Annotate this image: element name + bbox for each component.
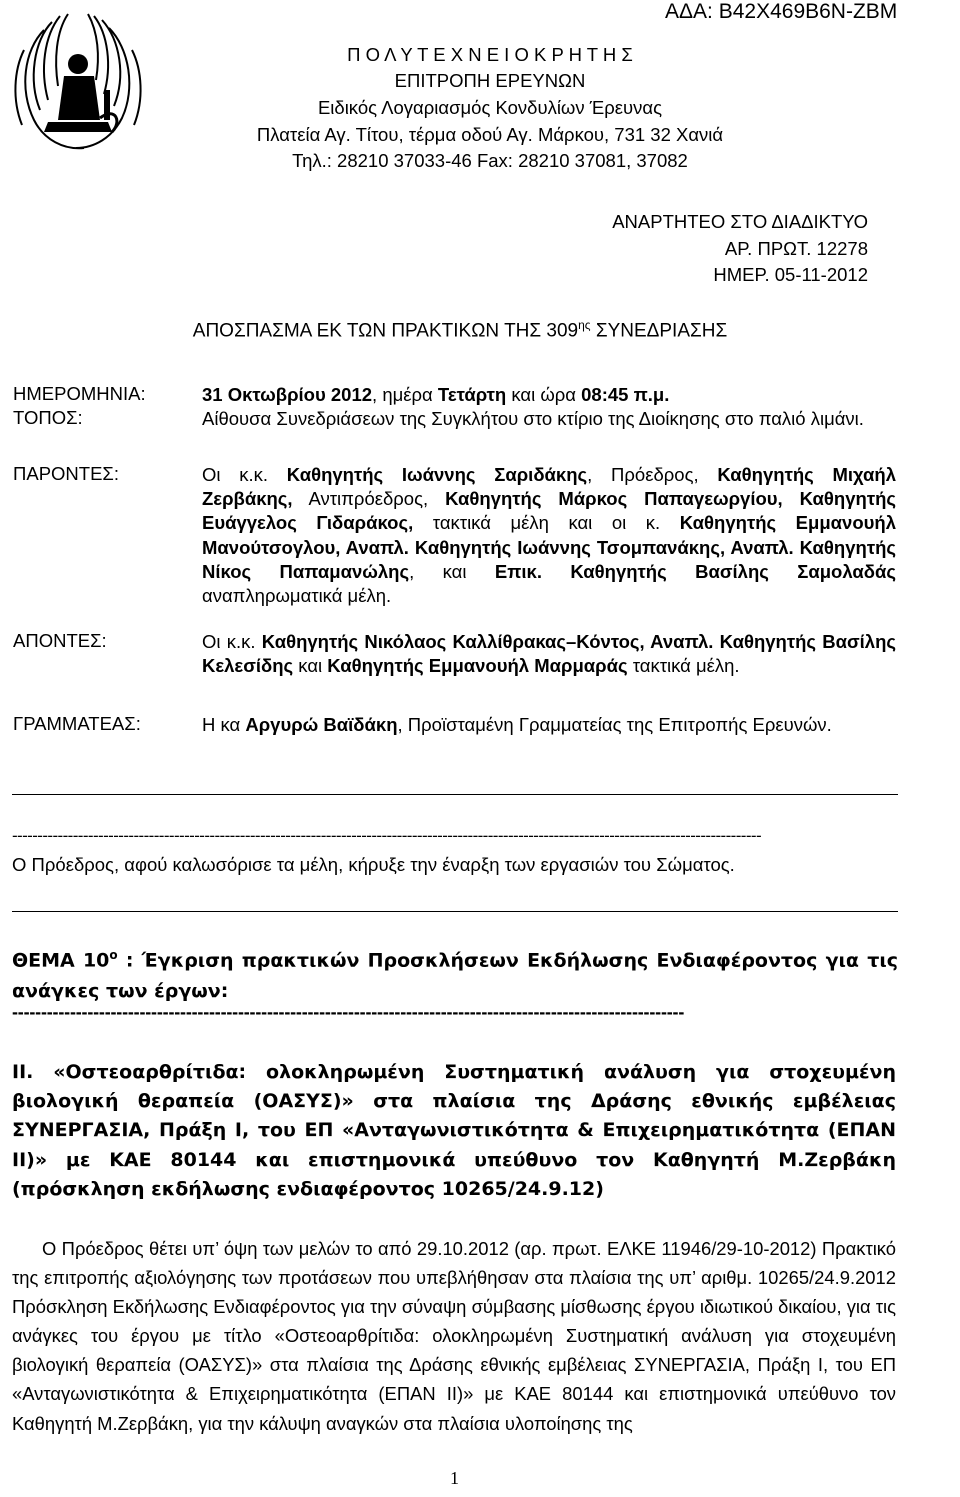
present-members: Οι κ.κ. Καθηγητής Ιωάννης Σαριδάκης, Πρόεδρος, Καθηγητής Μιχαήλ Ζερβάκης, Αντιπρόεδρος, Καθηγητής Μάρκος Παπαγεωργίου, Καθηγητής Ευάγγελος Γιδαράκος, τακτικά μέλη και οι κ. Καθηγητής Εμμανουήλ Μανούτσογλου, Αναπλ. Καθηγητής Ιωάννης Τσομπανάκης, Αναπλ. Καθηγητής Νίκος Παπαμανώλης, και Επικ. Καθηγητής Βασίλης Σαμολαδάς αναπληρωματικά μέλη.: [202, 464, 896, 607]
present-label: ΠΑΡΟΝΤΕΣ:: [13, 463, 120, 484]
dashed-separator: ----------------------------------------------------------------------------------------------------------------------------------------------------: [12, 826, 762, 845]
committee-name: ΕΠΙΤΡΟΠΗ ΕΡΕΥΝΩΝ: [394, 70, 586, 91]
secretary-value: Η κα Αργυρώ Βαϊδάκη, Προϊσταμένη Γραμματείας της Επιτροπής Ερευνών.: [202, 714, 832, 735]
topic-heading: ΘΕΜΑ $10^o$ : Έγκριση πρακτικών Προσκλήσεων Εκδήλωσης Ενδιαφέροντος για τις ανάγκες των έργων:: [12, 948, 898, 1003]
item-heading: ΙΙ. «Οστεοαρθρίτιδα: ολοκληρωμένη Συστηματική ανάλυση για στοχευμένη βιολογική θεραπεία (ΟΑΣΥΣ)» στα πλαίσια της Δράσης εθνικής εμβέλειας ΣΥΝΕΡΓΑΣΙΑ, Πράξη Ι, του ΕΠ «Ανταγωνιστικότητα & Επιχειρηματικότητα (ΕΠΑΝ ΙΙ)» με ΚΑΕ 80144 και επιστημονικά υπεύθυνο τον Καθηγητή Μ.Ζερβάκη (πρόσκληση εκδήλωσης ενδιαφέροντος 10265/24.9.12): [12, 1061, 896, 1200]
date-label: ΗΜΕΡΟΜΗΝΙΑ:: [13, 383, 146, 404]
secretary-label: ΓΡΑΜΜΑΤΕΑΣ:: [13, 713, 141, 734]
protocol-number: ΑΡ. ΠΡΩΤ. 12278: [724, 238, 868, 259]
address-line: Πλατεία Αγ. Τίτου, τέρμα οδού Αγ. Μάρκου, 731 32 Χανιά: [256, 124, 724, 145]
date-value: 31 Οκτωβρίου 2012, ημέρα Τετάρτη και ώρα 08:45 π.μ.: [202, 384, 670, 405]
page-number: 1: [450, 1468, 459, 1488]
phone-fax-line: Τηλ.: 28210 37033-46 Fax: 28210 37081, 37082: [292, 150, 688, 171]
absent-label: ΑΠΟΝΤΕΣ:: [13, 630, 107, 651]
posting-notice: ΑΝΑΡΤΗΤΕΟ ΣΤΟ ΔΙΑΔΙΚΤΥΟ: [612, 211, 868, 232]
ada-code: ΑΔΑ: Β42Χ469Β6Ν-ΖΒΜ: [665, 0, 898, 23]
separator-line: [12, 911, 898, 912]
body-paragraph: Ο Πρόεδρος θέτει υπ’ όψη των μελών το από 29.10.2012 (αρ. πρωτ. ΕΛΚΕ 11946/29-10-2012) Πρακτικό της επιτροπής αξιολόγησης των προτάσεων που υπεβλήθησαν στα πλαίσια της υπ’ αριθμ. 10265/24.9.2012 Πρόσκληση Εκδήλωσης Ενδιαφέροντος για την σύναψη σύμβασης μίσθωσης έργου ιδιωτικού δικαίου, για τις ανάγκες του έργου με τίτλο «Οστεοαρθρίτιδα: ολοκληρωμένη Συστηματική ανάλυση για στοχευμένη βιολογική θεραπεία (ΟΑΣΥΣ)» στα πλαίσια της Δράσης εθνικής εμβέλειας ΣΥΝΕΡΓΑΣΙΑ, Πράξη Ι, του ΕΠ «Ανταγωνιστικότητα & Επιχειρηματικότητα (ΕΠΑΝ ΙΙ)» με ΚΑΕ 80144 και επιστημονικά υπεύθυνο τον Καθηγητή Μ.Ζερβάκη, για την κάλυψη αναγκών στα πλαίσια υλοποίησης της: [12, 1238, 896, 1434]
absent-members: Οι κ.κ. Καθηγητής Νικόλαος Καλλίθρακας–Κόντος, Αναπλ. Καθηγητής Βασίλης Κελεσίδης και Καθηγητής Εμμανουήλ Μαρμαράς τακτικά μέλη.: [202, 631, 897, 677]
place-value: Αίθουσα Συνεδριάσεων της Συγκλήτου στο κτίριο της Διοίκησης στο παλιό λιμάνι.: [202, 408, 864, 429]
intro-paragraph: Ο Πρόεδρος, αφού καλωσόρισε τα μέλη, κήρυξε την έναρξη των εργασιών του Σώματος.: [12, 854, 735, 875]
separator-line: [12, 794, 898, 795]
bold-dashed-separator: --------------------------------------------------------------------------------------------------------------------: [12, 1002, 685, 1022]
institution-name: Π Ο Λ Υ Τ Ε Χ Ν Ε Ι Ο Κ Ρ Η Τ Η Σ: [347, 44, 633, 65]
university-logo-emblem: [4, 10, 154, 160]
account-name: Ειδικός Λογαριασμός Κονδυλίων Έρευνας: [317, 97, 663, 118]
posting-date: ΗΜΕΡ. 05-11-2012: [713, 264, 868, 285]
place-label: ΤΟΠΟΣ:: [13, 407, 83, 428]
document-title: ΑΠΟΣΠΑΣΜΑ ΕΚ ΤΩΝ ΠΡΑΚΤΙΚΩΝ ΤΗΣ $309^{\eta\varsigma}$ ΣΥΝΕΔΡΙΑΣΗΣ: [192, 318, 728, 342]
